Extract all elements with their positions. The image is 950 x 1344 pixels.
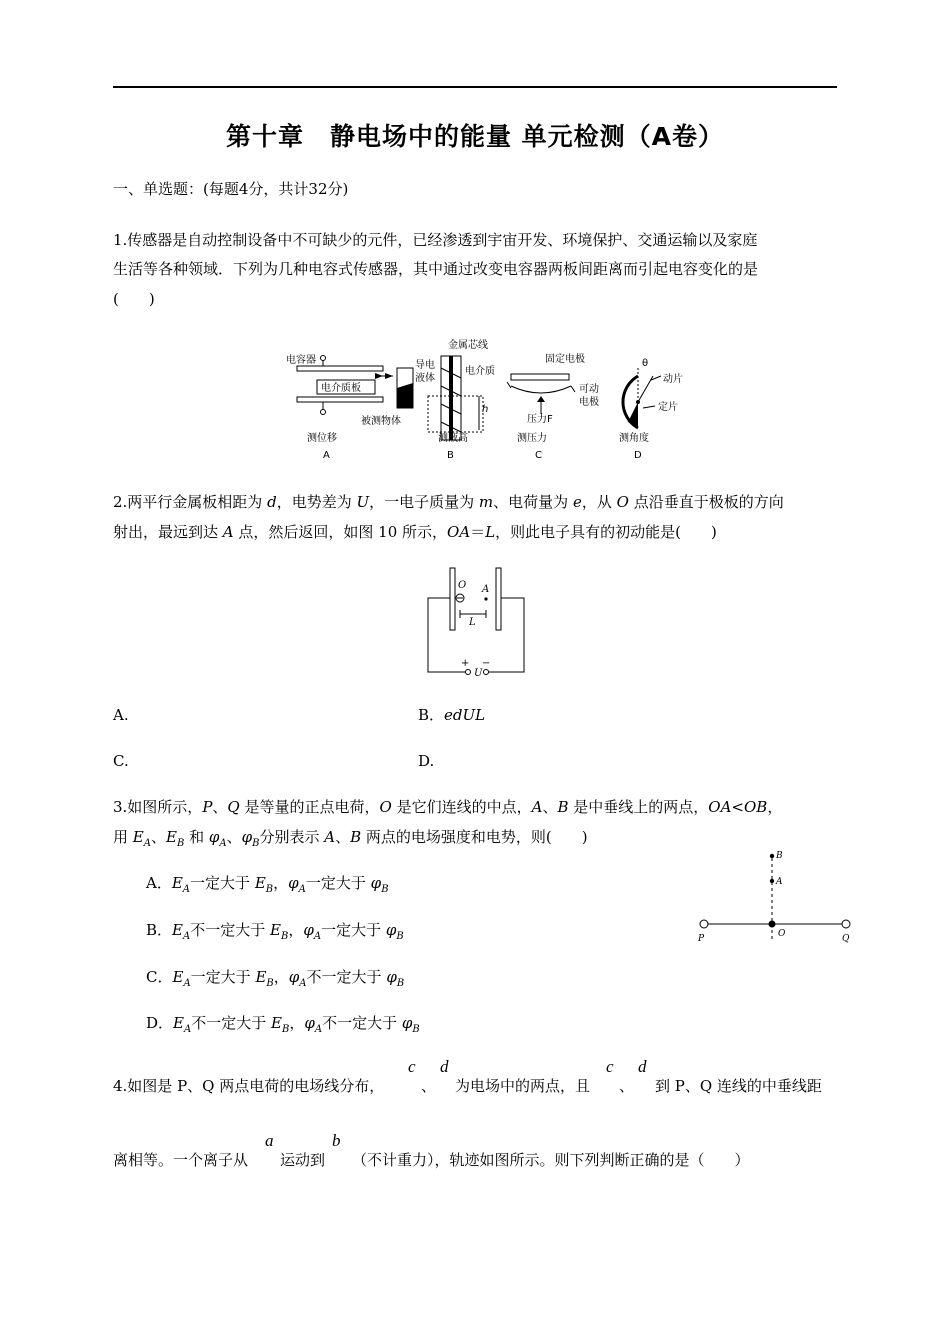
q1-b-caption: 测液高 <box>438 433 468 444</box>
q1-b-right-label: 电介质 <box>465 366 495 377</box>
q2-option-b[interactable]: B．edUL <box>418 706 486 724</box>
q2-figure <box>420 562 530 682</box>
q4-line2-part2: 运动到 <box>280 1151 326 1169</box>
page-title: 第十章 静电场中的能量 单元检测（A卷） <box>225 122 725 151</box>
q1-b-h: h <box>482 404 489 415</box>
q4-sep: 、 <box>421 1077 437 1095</box>
q1-c-letter: C <box>535 450 542 461</box>
q1-a-top-label: 电容器 <box>286 355 316 366</box>
q3-fig-B: B <box>776 851 783 861</box>
q1-figure <box>283 338 703 463</box>
q1-c-r1: 可动 <box>579 384 599 395</box>
q1-d-fixed: 定片 <box>658 402 678 413</box>
q1-figure-d <box>619 358 683 461</box>
q1-d-caption: 测角度 <box>619 433 649 444</box>
q4-line1-part3: 到 P、Q 连线的中垂线距 <box>655 1077 822 1095</box>
q1-blank: ( ) <box>113 290 155 308</box>
q4-line1-part1: 4.如图是 P、Q 两点电荷的电场线分布， <box>113 1077 385 1095</box>
q3-option-b[interactable]: B．$E_A$不一定大于 $E_B$，$\varphi_A$一定大于 $\varphi_B$ <box>146 921 404 942</box>
q4-var-d: d <box>440 1057 449 1076</box>
q4-var-b: b <box>332 1131 341 1150</box>
q4-sep2: 、 <box>619 1077 635 1095</box>
q1-line2: 生活等各种领域．下列为几种电容式传感器，其中通过改变电容器两板间距离而引起电容变化的是 <box>113 260 759 278</box>
q2-line1: 2.两平行金属板相距为 d，电势差为 U，一电子质量为 m、电荷量为 e，从 O 点沿垂直于极板的方向 <box>113 493 784 511</box>
q2-fig-O: O <box>458 580 467 591</box>
q2-fig-minus: − <box>482 658 491 669</box>
q3-option-d[interactable]: D．$E_A$不一定大于 $E_B$，$\varphi_A$不一定大于 $\varphi_B$ <box>146 1014 420 1035</box>
q2-fig-A: A <box>482 584 490 595</box>
q4-line2-part1: 离相等。一个离子从 <box>113 1151 249 1169</box>
q1-d-move: 动片 <box>663 374 683 385</box>
q1-a-obj-label: 被测物体 <box>361 416 401 427</box>
q1-a-caption: 测位移 <box>307 433 337 444</box>
header-rule <box>113 86 837 88</box>
q1-figure-c <box>507 352 599 461</box>
q1-line1: 1.传感器是自动控制设备中不可缺少的元件，已经渗透到宇宙开发、环境保护、交通运输以及家庭 <box>113 231 758 249</box>
section-label: 一、单选题：(每题4分，共计32分) <box>113 180 349 198</box>
q4-line1-part2: 为电场中的两点，且 <box>455 1077 591 1095</box>
q4-line2-part3: （不计重力），轨迹如图所示。则下列判断正确的是（ ） <box>352 1151 750 1169</box>
q1-c-top-label: 固定电极 <box>545 354 585 365</box>
q2-fig-L: L <box>469 617 476 628</box>
q2-option-c[interactable]: C. <box>113 752 129 770</box>
q1-b-left2: 液体 <box>415 373 435 384</box>
q2-option-d[interactable]: D. <box>418 752 435 770</box>
q1-c-r2: 电极 <box>579 397 599 408</box>
q1-b-letter: B <box>447 450 454 461</box>
q1-b-left1: 导电 <box>415 360 435 371</box>
q1-figure-b <box>415 338 495 461</box>
q4-var-d2: d <box>638 1057 647 1076</box>
q1-figure-a <box>286 353 413 461</box>
q3-fig-P: P <box>698 934 705 944</box>
q1-d-theta: θ <box>642 358 649 369</box>
q2-option-a[interactable]: A. <box>113 706 129 724</box>
q2-fig-plus: + <box>461 658 470 669</box>
q4-var-c: c <box>408 1057 416 1076</box>
q1-a-mid-label: 电介质板 <box>321 383 361 394</box>
q1-c-caption: 测压力 <box>517 433 547 444</box>
q2-fig-U: U <box>474 668 483 679</box>
q3-option-c[interactable]: C．$E_A$一定大于 $E_B$，$\varphi_A$不一定大于 $\varphi_B$ <box>146 968 405 989</box>
q1-c-force: 压力F <box>527 414 553 425</box>
q1-b-top-label: 金属芯线 <box>448 340 488 351</box>
q4-var-c2: c <box>606 1057 614 1076</box>
q3-line2: 用 $E_A$、$E_B$ 和 $\varphi_A$、$\varphi_B$分别表示 A、B 两点的电场强度和电势，则( ) <box>113 828 588 849</box>
q2-line2: 射出，最远到达 A 点，然后返回，如图 10 所示，OA＝L，则此电子具有的初动能是( ) <box>113 523 717 541</box>
q3-figure <box>690 846 860 946</box>
q3-fig-A: A <box>776 877 783 887</box>
q3-fig-O: O <box>778 929 786 939</box>
q3-fig-Q: Q <box>842 934 850 944</box>
q4-var-a: a <box>265 1131 274 1150</box>
q3-option-a[interactable]: A．$E_A$一定大于 $E_B$，$\varphi_A$一定大于 $\varphi_B$ <box>146 874 389 895</box>
q1-d-letter: D <box>634 450 642 461</box>
q3-line1: 3.如图所示，P、Q 是等量的正点电荷，O 是它们连线的中点，A、B 是中垂线上的两点，OA<OB， <box>113 798 783 816</box>
q1-a-letter: A <box>323 450 330 461</box>
